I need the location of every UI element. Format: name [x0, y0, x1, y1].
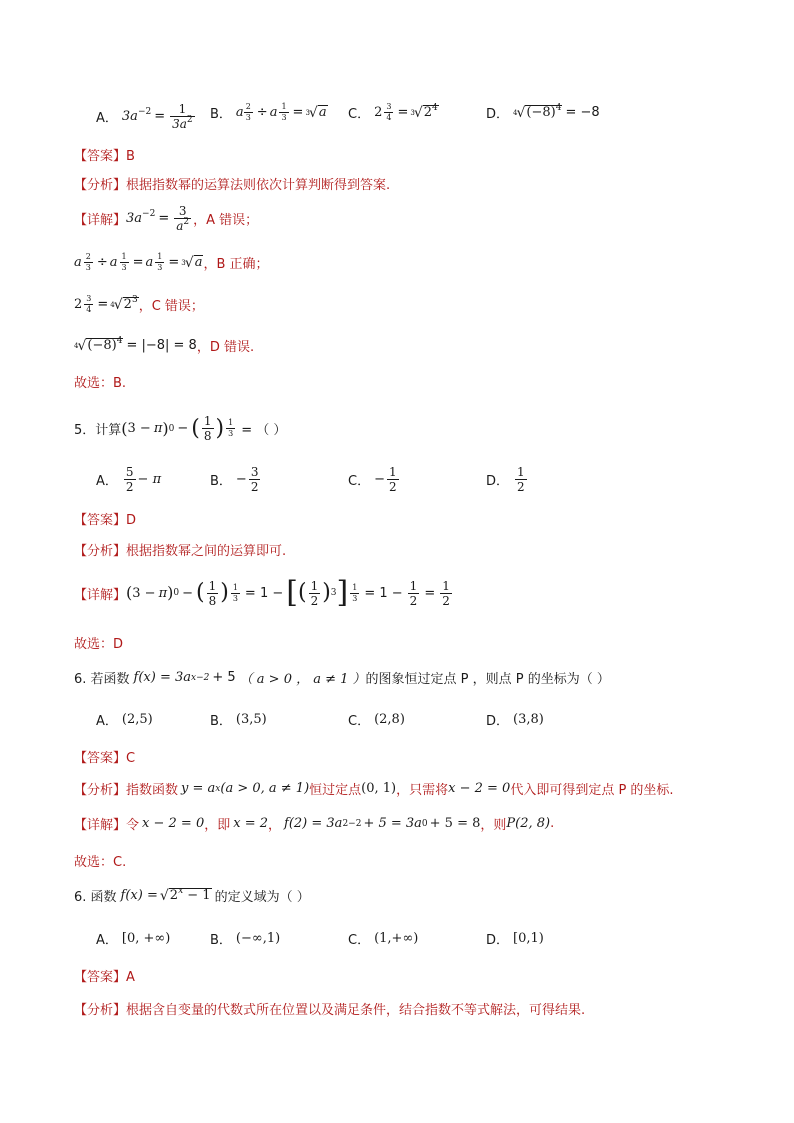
radical-icon: √ [308, 104, 318, 121]
q6b-answer: 【答案】A [74, 970, 135, 985]
q4-option-c: C． 2 $\frac{3}{4}$ = 3 √ $2^4$ [348, 102, 438, 122]
radical-icon: √ [184, 254, 194, 271]
q4-answer: 【答案】B [74, 149, 135, 164]
q6b-option-a: A． [0, +∞) [96, 931, 171, 948]
q5-analysis: 【分析】根据指数幂之间的运算即可. [74, 544, 287, 559]
q6a-option-b: B． (3,5) [210, 712, 267, 729]
radical-icon: √ [159, 887, 169, 904]
q6a-option-a: A． (2,5) [96, 712, 153, 729]
q6a-option-c: C． (2,8) [348, 712, 405, 729]
q6b-analysis: 【分析】根据含自变量的代数式所在位置以及满足条件，结合指数不等式解法，可得结果. [74, 1003, 586, 1018]
q6a-stem: 6. 若函数 f(x) = 3a x−2 + 5 （ a > 0 ， a ≠ 1 ） 的图象恒过定点 P ，则点 P 的坐标为（ ） [74, 670, 610, 687]
q4-options-row [96, 103, 197, 130]
radical-icon: √ [516, 104, 526, 121]
q4-conclusion: 故选：B. [74, 376, 127, 391]
q6b-option-b: B． (−∞,1) [210, 931, 281, 948]
q5-option-b: B． − $\frac{3}{2}$ [210, 465, 259, 494]
q5-option-d: D． $\frac{1}{2}$ [486, 465, 525, 494]
q4-detail-line4: 4 √ $(-8)^4$ = |−8| = 8 ，D 错误. [74, 335, 255, 355]
q5-conclusion: 故选：D [74, 637, 124, 652]
q6a-option-d: D． (3,8) [486, 712, 544, 729]
q6b-option-c: C． (1,+∞) [348, 931, 419, 948]
q5-option-a: A． $\frac{5}{2}$ − π [96, 465, 162, 494]
q5-stem: 5．计算 ( 3 − π ) 0 − ( $\frac{1}{8}$ ) $\frac{1}{3}$ = （ ） [74, 414, 287, 443]
radical-icon: √ [77, 337, 87, 354]
q6a-answer: 【答案】C [74, 751, 136, 766]
q6b-stem: 6. 函数 f(x) = √ 2$^x$ − 1 的定义域为（ ） [74, 885, 310, 905]
radical-icon: √ [413, 104, 423, 121]
q6a-detail: 【详解】 令 x − 2 = 0 ，即 x = 2 ， f(2) = 3a 2−2 + 5 = 3a 0 + 5 = 8 ，则 P(2, 8) . [74, 816, 555, 833]
q4-detail-line2: a $\frac{2}{3}$ ÷ a $\frac{1}{3}$ = a $\frac{1}{3}$ = 3 √ a ，B 正确； [74, 252, 269, 272]
q4-detail-line1: 【详解】 $3a^{-2}$ = $\frac{3}{a^2}$ ，A 错误； [74, 204, 259, 233]
q4-option-b: B． a $\frac{2}{3}$ ÷ a $\frac{1}{3}$ = 3 √ a [210, 102, 327, 122]
q4-option-d: D． 4 √ $(-8)^4$ = −8 [486, 102, 600, 122]
q5-answer: 【答案】D [74, 513, 137, 528]
q5-option-c: C． − $\frac{1}{2}$ [348, 465, 397, 494]
q6b-option-d: D． [0,1) [486, 931, 544, 948]
q5-detail: 【详解】 ( 3 − π ) 0 − ( $\frac{1}{8}$ ) $\frac{1}{3}$ = 1 − [ ( $\frac{1}{2}$ ) 3 ] $\frac{1}{3}$ = 1 − $\frac{1}{2}$ = $\frac{1}{2}$ [74, 575, 450, 610]
q4-analysis: 【分析】根据指数幂的运算法则依次计算判断得到答案. [74, 178, 391, 193]
q6a-analysis: 【分析】 指数函数 y = a x (a > 0, a ≠ 1) 恒过定点 (0, 1) ，只需将 x − 2 = 0 代入即可得到定点 P 的坐标. [74, 781, 674, 798]
q4-option-a: A． $3a^{-2}$ = $\frac{1}{3a^2}$ [96, 102, 193, 131]
q6a-conclusion: 故选：C. [74, 855, 127, 870]
q4-detail-line3: 2 $\frac{3}{4}$ = 4 √ $2^3$ ，C 错误； [74, 294, 204, 314]
radical-icon: √ [113, 296, 123, 313]
